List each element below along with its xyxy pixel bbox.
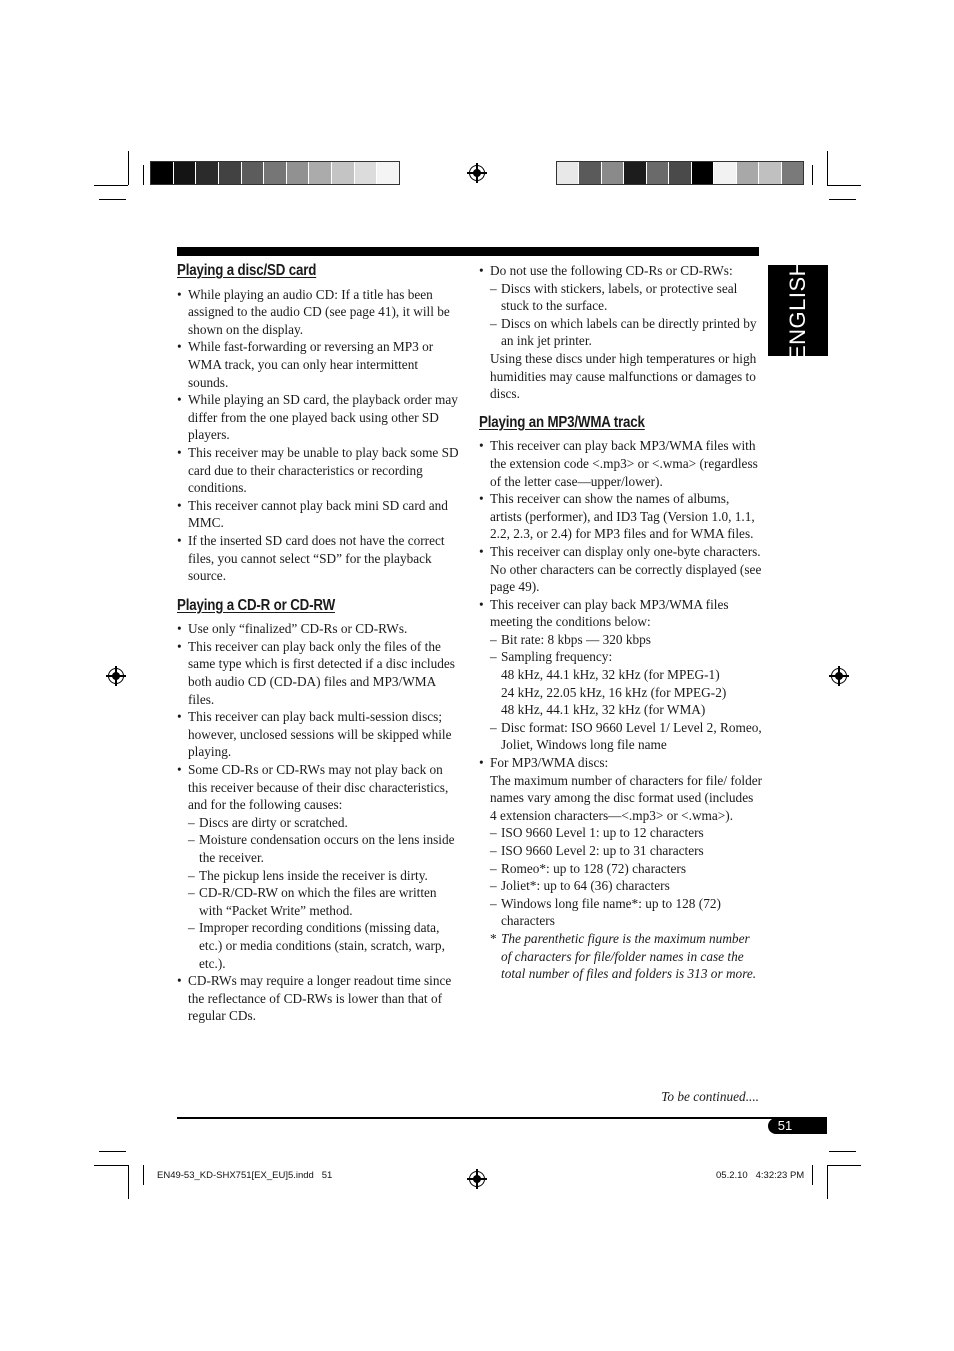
section-title-cdr-cdrw: Playing a CD-R or CD-RW — [177, 596, 335, 614]
footnote: * The parenthetic figure is the maximum number of characters for file/folder names in case the total number of files and folders is 313 or more. — [490, 930, 763, 983]
sub-list-item: – Discs on which labels can be directly printed by an ink jet printer. — [490, 315, 763, 350]
list-item-text: • Do not use the following CD-Rs or CD-RWs: — [490, 263, 733, 278]
sub-list-item: – The pickup lens inside the receiver is dirty. — [188, 867, 459, 885]
color-swatch — [692, 162, 714, 184]
color-swatch — [579, 162, 601, 184]
registration-mark-right-icon — [831, 668, 847, 684]
list-item-text: • Some CD-Rs or CD-RWs may not play back on this receiver because of their disc characteristics, and for the following causes: — [188, 762, 449, 813]
section-title-mp3-wma: Playing an MP3/WMA track — [479, 413, 645, 431]
color-swatch — [264, 162, 287, 184]
list-item: • This receiver can play back only the files of the same type which is first detected if a disc includes both audio CD (CD-DA) files and MP3/WMA files. — [177, 638, 459, 708]
list-item — [479, 262, 763, 403]
sampling-line: 48 kHz, 44.1 kHz, 32 kHz (for MPEG-1) — [501, 667, 720, 683]
page-number: 51 — [777, 1118, 793, 1133]
list-item-text: • This receiver can play back MP3/WMA files meeting the conditions below: — [490, 596, 729, 630]
character-limits-list — [490, 824, 763, 930]
color-swatch — [242, 162, 265, 184]
sub-list-item — [490, 648, 763, 718]
list-item: • This receiver can display only one-byte characters. No other characters can be correctly displayed (see page 49). — [479, 543, 763, 596]
discs-body: The maximum number of characters for file/ folder names vary among the disc format used (includes 4 extension characters—<.mp3> or <.wma>). — [490, 772, 763, 823]
color-swatch — [647, 162, 669, 184]
intro-bullets — [479, 262, 763, 403]
color-swatch — [309, 162, 332, 184]
sub-list-item: – Romeo*: up to 128 (72) characters — [490, 860, 763, 878]
color-swatch — [714, 162, 736, 184]
list-item-text: • For MP3/WMA discs: — [490, 755, 609, 771]
sub-list-item: – Joliet*: up to 64 (36) characters — [490, 877, 763, 895]
color-swatch — [759, 162, 781, 184]
list-item: • CD-RWs may require a longer readout time since the reflectance of CD-RWs is lower than that of regular CDs. — [177, 972, 459, 1025]
color-swatch — [737, 162, 759, 184]
sub-list-item: – CD-R/CD-RW on which the files are written with “Packet Write” method. — [188, 884, 459, 919]
sub-list-item: – Moisture condensation occurs on the lens inside the receiver. — [188, 831, 459, 866]
list-item — [479, 754, 763, 983]
sub-list-item: – Improper recording conditions (missing data, etc.) or media conditions (stain, scratch, warp, etc.). — [188, 919, 459, 972]
language-tab-label: ENGLISH — [785, 259, 810, 361]
color-swatch — [377, 162, 399, 184]
registration-mark-top-icon — [469, 165, 485, 181]
registration-mark-bottom-icon — [469, 1171, 485, 1187]
sub-list-item: – Discs with stickers, labels, or protective seal stuck to the surface. — [490, 280, 763, 315]
conditions-list — [490, 631, 763, 754]
list-item: • This receiver can play back MP3/WMA files with the extension code <.mp3> or <.wma> (regardless of the letter case—upper/lower). — [479, 437, 763, 490]
sub-list-item: – Windows long file name*: up to 128 (72) characters — [490, 895, 763, 930]
color-swatch — [219, 162, 242, 184]
causes-list — [188, 814, 459, 972]
warning-text: Using these discs under high temperatures or high humidities may cause malfunctions or damages to discs. — [490, 350, 757, 402]
color-swatch — [602, 162, 624, 184]
sub-list-item: – ISO 9660 Level 2: up to 31 characters — [490, 842, 763, 860]
sub-list-item: – ISO 9660 Level 1: up to 12 characters — [490, 824, 763, 842]
list-item: • If the inserted SD card does not have the correct files, you cannot select “SD” for the playback source. — [177, 532, 459, 585]
list-item: • While fast-forwarding or reversing an MP3 or WMA track, you can only hear intermittent sounds. — [177, 338, 459, 391]
color-swatch — [196, 162, 219, 184]
sub-list-item: – Disc format: ISO 9660 Level 1/ Level 2, Romeo, Joliet, Windows long file name — [490, 719, 763, 754]
cdr-cdrw-bullets — [177, 620, 459, 1025]
section-title-disc-sd: Playing a disc/SD card — [177, 262, 317, 279]
list-item: • This receiver cannot play back mini SD card and MMC. — [177, 497, 459, 532]
unsupported-discs-list — [490, 280, 763, 350]
right-column — [479, 262, 763, 983]
to-be-continued: To be continued.... — [661, 1089, 759, 1104]
registration-mark-left-icon — [108, 668, 124, 684]
list-item: • This receiver may be unable to play back some SD card due to their characteristics or recording conditions. — [177, 444, 459, 497]
left-color-bar — [150, 161, 400, 185]
sub-list-item: – Discs are dirty or scratched. — [188, 814, 459, 832]
sampling-label: – Sampling frequency: — [501, 649, 613, 665]
color-swatch — [782, 162, 803, 184]
list-item: • This receiver can play back multi-session discs; however, unclosed sessions will be skipped while playing. — [177, 708, 459, 761]
color-swatch — [624, 162, 646, 184]
color-swatch — [151, 162, 174, 184]
color-swatch — [557, 162, 579, 184]
sampling-line: 24 kHz, 22.05 kHz, 16 kHz (for MPEG-2) — [501, 684, 727, 700]
color-swatch — [174, 162, 197, 184]
disc-sd-bullets — [177, 286, 459, 585]
color-swatch — [669, 162, 691, 184]
mp3-wma-bullets — [479, 437, 763, 982]
right-color-bar — [556, 161, 804, 185]
list-item: • While playing an SD card, the playback order may differ from the one played back using other SD players. — [177, 391, 459, 444]
list-item — [479, 596, 763, 754]
left-column — [177, 262, 459, 1025]
color-swatch — [332, 162, 355, 184]
sub-list-item: – Bit rate: 8 kbps — 320 kbps — [490, 631, 763, 649]
color-swatch — [355, 162, 378, 184]
list-item: • Use only “finalized” CD-Rs or CD-RWs. — [177, 620, 459, 638]
footer-timestamp: 05.2.10 4:32:23 PM — [716, 1170, 805, 1181]
sampling-line: 48 kHz, 44.1 kHz, 32 kHz (for WMA) — [501, 702, 706, 718]
footer-rule — [177, 1117, 827, 1119]
color-swatch — [287, 162, 310, 184]
footer-file-info: EN49-53_KD-SHX751[EX_EU]5.indd 51 — [157, 1170, 333, 1181]
list-item — [177, 761, 459, 972]
list-item: • This receiver can show the names of albums, artists (performer), and ID3 Tag (Version 1.0, 1.1, 2.2, 2.3, or 2.4) for MP3 files and for WMA files. — [479, 490, 763, 543]
header-rule — [177, 247, 759, 256]
list-item: • While playing an audio CD: If a title has been assigned to the audio CD (see page 41), it will be shown on the display. — [177, 286, 459, 339]
